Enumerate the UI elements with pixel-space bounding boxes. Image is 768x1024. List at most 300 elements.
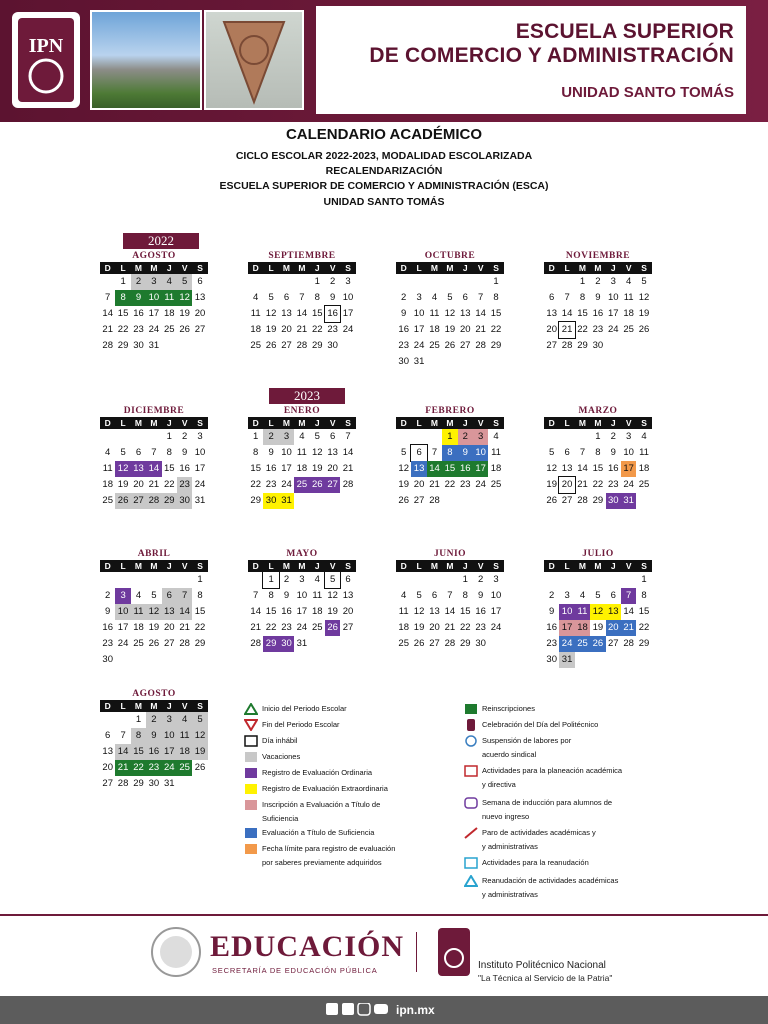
day-cell: 17 (413, 324, 425, 335)
day-cell: 14 (115, 744, 130, 760)
day-cell: 13 (281, 308, 292, 319)
day-cell: 17 (296, 606, 308, 617)
day-cell: 4 (493, 431, 499, 442)
week-row (544, 322, 652, 338)
legend-label: Reanudación de actividades académicas (482, 876, 619, 885)
day-cell: 4 (641, 431, 647, 442)
day-cell: 10 (296, 590, 308, 601)
day-cell: 19 (444, 324, 456, 335)
day-cell: 14 (102, 308, 113, 319)
weekday-label: L (120, 561, 126, 571)
day-cell (192, 652, 207, 668)
day-cell: 4 (105, 447, 111, 458)
day-cell: 1 (197, 574, 203, 585)
day-cell: 23 (546, 638, 557, 649)
week-row (100, 712, 208, 728)
weekday-label: L (564, 263, 570, 273)
weekday-label: L (120, 263, 126, 273)
day-cell: 19 (638, 308, 650, 319)
weekday-label: D (104, 263, 111, 273)
day-cell: 22 (592, 479, 604, 490)
ipn-logo (8, 10, 84, 110)
day-cell: 29 (490, 340, 502, 351)
weekday-label: J (462, 561, 468, 571)
month-name: AGOSTO (132, 689, 176, 699)
day-cell (575, 652, 590, 668)
day-cell: 18 (638, 463, 650, 474)
weekday-label: L (120, 701, 126, 711)
day-cell: 13 (459, 308, 471, 319)
weekday-label: V (181, 561, 188, 571)
day-cell (473, 493, 488, 509)
day-cell (248, 572, 263, 588)
week-row (544, 290, 652, 306)
day-cell: 23 (475, 622, 486, 633)
day-cell (325, 636, 340, 652)
day-cell (442, 354, 457, 370)
day-cell: 15 (265, 606, 277, 617)
day-cell: 15 (638, 606, 650, 617)
weekday-label: S (345, 263, 351, 273)
day-cell: 5 (314, 431, 320, 442)
weekday-label: V (181, 701, 188, 711)
twitter-icon (342, 1003, 354, 1015)
day-cell: 11 (398, 606, 409, 617)
day-cell: 11 (102, 463, 113, 474)
day-cell (636, 652, 651, 668)
day-cell: 3 (162, 712, 177, 728)
day-cell: 17 (607, 308, 619, 319)
day-cell: 10 (281, 447, 292, 458)
day-cell: 2 (401, 292, 407, 303)
weekday-label: M (578, 418, 587, 428)
day-cell: 4 (431, 292, 438, 303)
day-cell: 26 (148, 638, 160, 649)
day-cell: 6 (330, 431, 336, 442)
day-cell: 22 (638, 622, 650, 633)
legend-swatch-fill-icon (244, 799, 258, 811)
day-cell: 27 (342, 622, 354, 633)
day-cell (559, 572, 574, 588)
day-cell: 3 (416, 292, 422, 303)
day-cell: 25 (133, 638, 144, 649)
weekday-label: V (181, 263, 188, 273)
day-cell (544, 274, 559, 290)
week-row (396, 461, 504, 477)
month-0 (100, 250, 208, 354)
week-row (396, 445, 504, 461)
day-cell: 28 (561, 340, 573, 351)
week-row (544, 306, 652, 322)
day-cell: 21 (179, 622, 190, 633)
month-name: FEBRERO (425, 406, 475, 416)
day-cell: 23 (398, 340, 409, 351)
day-cell: 12 (546, 463, 557, 474)
day-cell: 12 (177, 290, 192, 306)
day-cell (100, 429, 115, 445)
education-logo-text: EDUCACIÓN (210, 930, 405, 963)
day-cell: 11 (162, 290, 177, 306)
day-cell: 7 (299, 292, 305, 303)
week-row (544, 588, 652, 604)
day-cell: 23 (265, 479, 277, 490)
day-cell: 4 (579, 590, 586, 601)
weekday-label: M (282, 418, 291, 428)
day-cell: 14 (561, 308, 573, 319)
day-cell: 23 (133, 324, 144, 335)
weekday-label: M (134, 701, 143, 711)
day-cell: 9 (401, 308, 407, 319)
month-name: ABRIL (137, 549, 171, 559)
ipn-footer-logo (436, 926, 472, 978)
day-cell: 21 (577, 479, 588, 490)
month-9 (248, 548, 356, 652)
day-cell: 18 (623, 308, 634, 319)
day-cell: 4 (162, 274, 177, 290)
day-cell: 10 (115, 604, 130, 620)
day-cell: 11 (177, 728, 192, 744)
day-cell: 2 (131, 274, 146, 290)
day-cell: 16 (607, 463, 619, 474)
day-cell: 26 (325, 620, 340, 636)
day-cell: 25 (490, 479, 502, 490)
weekday-label: M (298, 263, 306, 273)
day-cell (131, 652, 146, 668)
day-cell: 14 (444, 606, 456, 617)
day-cell: 26 (413, 638, 425, 649)
day-cell: 3 (115, 588, 130, 604)
week-row (544, 604, 652, 620)
day-cell: 30 (546, 654, 557, 665)
legend-swatch-triangle-down-icon (244, 719, 258, 731)
day-cell (559, 274, 574, 290)
website-link[interactable]: ipn.mx (396, 1003, 435, 1017)
day-cell: 8 (253, 447, 259, 458)
weekday-header (396, 262, 504, 274)
weekday-label: D (104, 418, 111, 428)
week-row (248, 338, 356, 354)
day-cell: 30 (606, 493, 621, 509)
month-4 (100, 405, 208, 509)
subtitle-unit: UNIDAD SANTO TOMÁS (323, 196, 445, 208)
day-cell: 25 (623, 324, 634, 335)
day-cell: 31 (621, 493, 636, 509)
weekday-label: V (625, 561, 632, 571)
day-cell: 15 (250, 463, 261, 474)
day-cell: 17 (194, 463, 206, 474)
day-cell: 20 (459, 324, 471, 335)
week-row (248, 306, 356, 322)
day-cell (100, 274, 115, 290)
day-cell: 21 (148, 479, 160, 490)
month-name: DICIEMBRE (123, 406, 185, 416)
day-cell: 13 (327, 447, 338, 458)
day-cell: 28 (623, 638, 634, 649)
weekday-label: D (400, 561, 407, 571)
day-cell: 1 (595, 431, 601, 442)
day-cell: 30 (177, 493, 192, 509)
week-row (100, 776, 208, 792)
day-cell: 30 (133, 340, 144, 351)
day-cell (310, 493, 325, 509)
day-cell: 28 (577, 495, 588, 506)
day-cell: 1 (135, 714, 142, 725)
day-cell: 1 (314, 276, 320, 287)
day-cell: 27 (163, 638, 175, 649)
weekday-label: V (477, 418, 484, 428)
day-cell: 8 (131, 728, 146, 744)
day-cell: 1 (120, 276, 126, 287)
day-cell: 26 (179, 324, 190, 335)
day-cell: 27 (131, 493, 146, 509)
day-cell: 25 (102, 495, 113, 506)
weekday-label: L (416, 561, 422, 571)
day-cell (248, 274, 263, 290)
legend-label: Suspensión de labores por (482, 736, 572, 745)
day-cell: 20 (102, 762, 113, 773)
weekday-header (544, 560, 652, 572)
day-cell: 3 (299, 574, 305, 585)
month-1 (248, 250, 356, 354)
day-cell: 11 (131, 604, 146, 620)
weekday-header (248, 560, 356, 572)
legend-swatch-fill-icon (244, 767, 258, 779)
day-cell (396, 572, 411, 588)
day-cell: 17 (281, 463, 292, 474)
day-cell: 24 (194, 479, 206, 490)
day-cell (442, 493, 457, 509)
legend-swatch-fill-icon (244, 783, 258, 795)
day-cell: 3 (626, 431, 632, 442)
day-cell: 9 (595, 292, 601, 303)
day-cell (411, 572, 426, 588)
day-cell: 1 (462, 574, 468, 585)
day-cell: 8 (268, 590, 274, 601)
day-cell (115, 712, 130, 728)
day-cell: 4 (253, 292, 259, 303)
weekday-label: L (416, 418, 422, 428)
weekday-label: J (166, 263, 172, 273)
month-6 (396, 405, 504, 509)
day-cell (636, 338, 651, 354)
day-cell: 13 (561, 463, 573, 474)
day-cell: 15 (490, 308, 502, 319)
day-cell: 12 (146, 604, 161, 620)
day-cell: 12 (327, 590, 338, 601)
day-cell: 7 (253, 590, 259, 601)
week-row (100, 461, 208, 477)
day-cell: 6 (549, 292, 555, 303)
day-cell: 6 (564, 447, 570, 458)
day-cell: 7 (105, 292, 111, 303)
week-row (396, 604, 504, 620)
month-name: JULIO (582, 549, 614, 559)
day-cell: 10 (413, 308, 425, 319)
day-cell: 21 (115, 760, 130, 776)
day-cell: 2 (182, 431, 188, 442)
week-row (544, 338, 652, 354)
day-cell: 20 (327, 463, 338, 474)
day-cell: 23 (281, 622, 292, 633)
weekday-label: L (268, 561, 274, 571)
weekday-label: D (400, 418, 407, 428)
day-cell: 2 (478, 574, 484, 585)
day-cell: 22 (163, 479, 175, 490)
page-title: CALENDARIO ACADÉMICO (285, 126, 483, 143)
day-cell: 16 (325, 306, 340, 322)
day-cell: 13 (162, 604, 177, 620)
day-cell: 1 (579, 276, 586, 287)
day-cell: 29 (577, 340, 588, 351)
mexico-seal-icon (150, 926, 202, 978)
weekday-label: M (594, 263, 602, 273)
day-cell: 6 (283, 292, 290, 303)
day-cell: 16 (458, 461, 473, 477)
day-cell: 15 (311, 308, 323, 319)
day-cell: 24 (342, 324, 354, 335)
week-row (100, 306, 208, 322)
day-cell: 2 (330, 276, 336, 287)
day-cell: 3 (146, 274, 161, 290)
day-cell: 18 (250, 324, 261, 335)
day-cell: 7 (579, 447, 586, 458)
weekday-label: M (150, 701, 158, 711)
day-cell (458, 354, 473, 370)
day-cell (396, 429, 411, 445)
day-cell: 3 (345, 276, 351, 287)
day-cell: 29 (117, 340, 129, 351)
subtitle-cycle: CICLO ESCOLAR 2022-2023, MODALIDAD ESCOLARIZADA (235, 150, 533, 162)
day-cell (340, 493, 355, 509)
day-cell: 6 (135, 447, 142, 458)
day-cell: 2 (283, 574, 290, 585)
weekday-label: M (298, 561, 306, 571)
legend-label: Día inhábil (262, 736, 298, 745)
day-cell (177, 572, 192, 588)
day-cell (575, 572, 590, 588)
day-cell (606, 652, 621, 668)
day-cell: 11 (296, 447, 307, 458)
day-cell: 25 (177, 760, 192, 776)
month-8 (100, 548, 208, 668)
day-cell (458, 493, 473, 509)
weekday-label: D (548, 418, 555, 428)
day-cell: 18 (296, 463, 308, 474)
weekday-label: M (282, 263, 291, 273)
day-cell: 12 (265, 308, 277, 319)
day-cell: 9 (283, 590, 290, 601)
day-cell (279, 274, 294, 290)
day-cell: 3 (610, 276, 616, 287)
week-row (100, 636, 208, 652)
day-cell: 22 (459, 622, 471, 633)
day-cell: 28 (179, 638, 190, 649)
day-cell: 23 (327, 324, 338, 335)
weekday-label: M (430, 561, 439, 571)
week-row (248, 588, 356, 604)
weekday-label: L (120, 418, 126, 428)
day-cell: 10 (162, 728, 177, 744)
day-cell: 12 (413, 606, 425, 617)
esca-emblem-photo (204, 10, 304, 110)
weekday-label: J (314, 263, 320, 273)
weekday-label: L (268, 263, 274, 273)
day-cell: 17 (559, 620, 574, 636)
day-cell: 7 (120, 730, 126, 741)
day-cell (590, 572, 605, 588)
legend-label-cont: por saberes previamente adquiridos (262, 858, 382, 867)
day-cell: 19 (592, 622, 604, 633)
day-cell: 24 (623, 479, 634, 490)
weekday-header (248, 417, 356, 429)
day-cell: 6 (105, 730, 111, 741)
day-cell: 30 (148, 778, 160, 789)
legend-label: Inscripción a Evaluación a Título de (262, 800, 381, 809)
day-cell: 21 (444, 622, 456, 633)
weekday-label: V (181, 418, 188, 428)
day-cell (340, 338, 355, 354)
legend-label: Celebración del Día del Politécnico (482, 720, 599, 729)
day-cell: 25 (294, 477, 309, 493)
day-cell (162, 572, 177, 588)
day-cell: 18 (102, 479, 113, 490)
weekday-label: V (625, 263, 632, 273)
week-row (544, 477, 652, 493)
legend-label: Semana de inducción para alumnos de (482, 798, 613, 807)
day-cell: 31 (148, 340, 160, 351)
day-cell: 7 (177, 588, 192, 604)
day-cell: 3 (473, 429, 488, 445)
day-cell: 6 (345, 574, 351, 585)
day-cell: 5 (401, 447, 407, 458)
day-cell: 28 (250, 638, 261, 649)
legend-swatch-fill-icon (244, 751, 258, 763)
week-row (248, 445, 356, 461)
day-cell: 15 (194, 606, 206, 617)
day-cell: 24 (117, 638, 129, 649)
day-cell: 24 (148, 324, 160, 335)
day-cell: 14 (342, 447, 354, 458)
day-cell: 22 (265, 622, 277, 633)
month-3 (544, 250, 652, 354)
weekday-header (248, 262, 356, 274)
week-row (396, 477, 504, 493)
day-cell: 11 (491, 447, 501, 458)
day-cell: 26 (590, 636, 605, 652)
day-cell: 31 (559, 652, 574, 668)
day-cell: 31 (163, 778, 175, 789)
day-cell (488, 354, 503, 370)
week-row (100, 652, 208, 668)
weekday-label: S (493, 561, 499, 571)
day-cell (411, 274, 426, 290)
day-cell: 13 (606, 604, 621, 620)
week-row (100, 493, 208, 509)
day-cell: 15 (592, 463, 604, 474)
week-row (544, 429, 652, 445)
day-cell: 8 (595, 447, 601, 458)
day-cell: 5 (595, 590, 601, 601)
day-cell: 9 (131, 290, 146, 306)
day-cell: 17 (621, 461, 636, 477)
weekday-label: S (345, 561, 351, 571)
day-cell: 25 (398, 638, 409, 649)
day-cell: 7 (431, 447, 438, 458)
day-cell (192, 776, 207, 792)
day-cell: 8 (115, 290, 130, 306)
day-cell: 22 (311, 324, 323, 335)
weekday-label: J (166, 418, 172, 428)
